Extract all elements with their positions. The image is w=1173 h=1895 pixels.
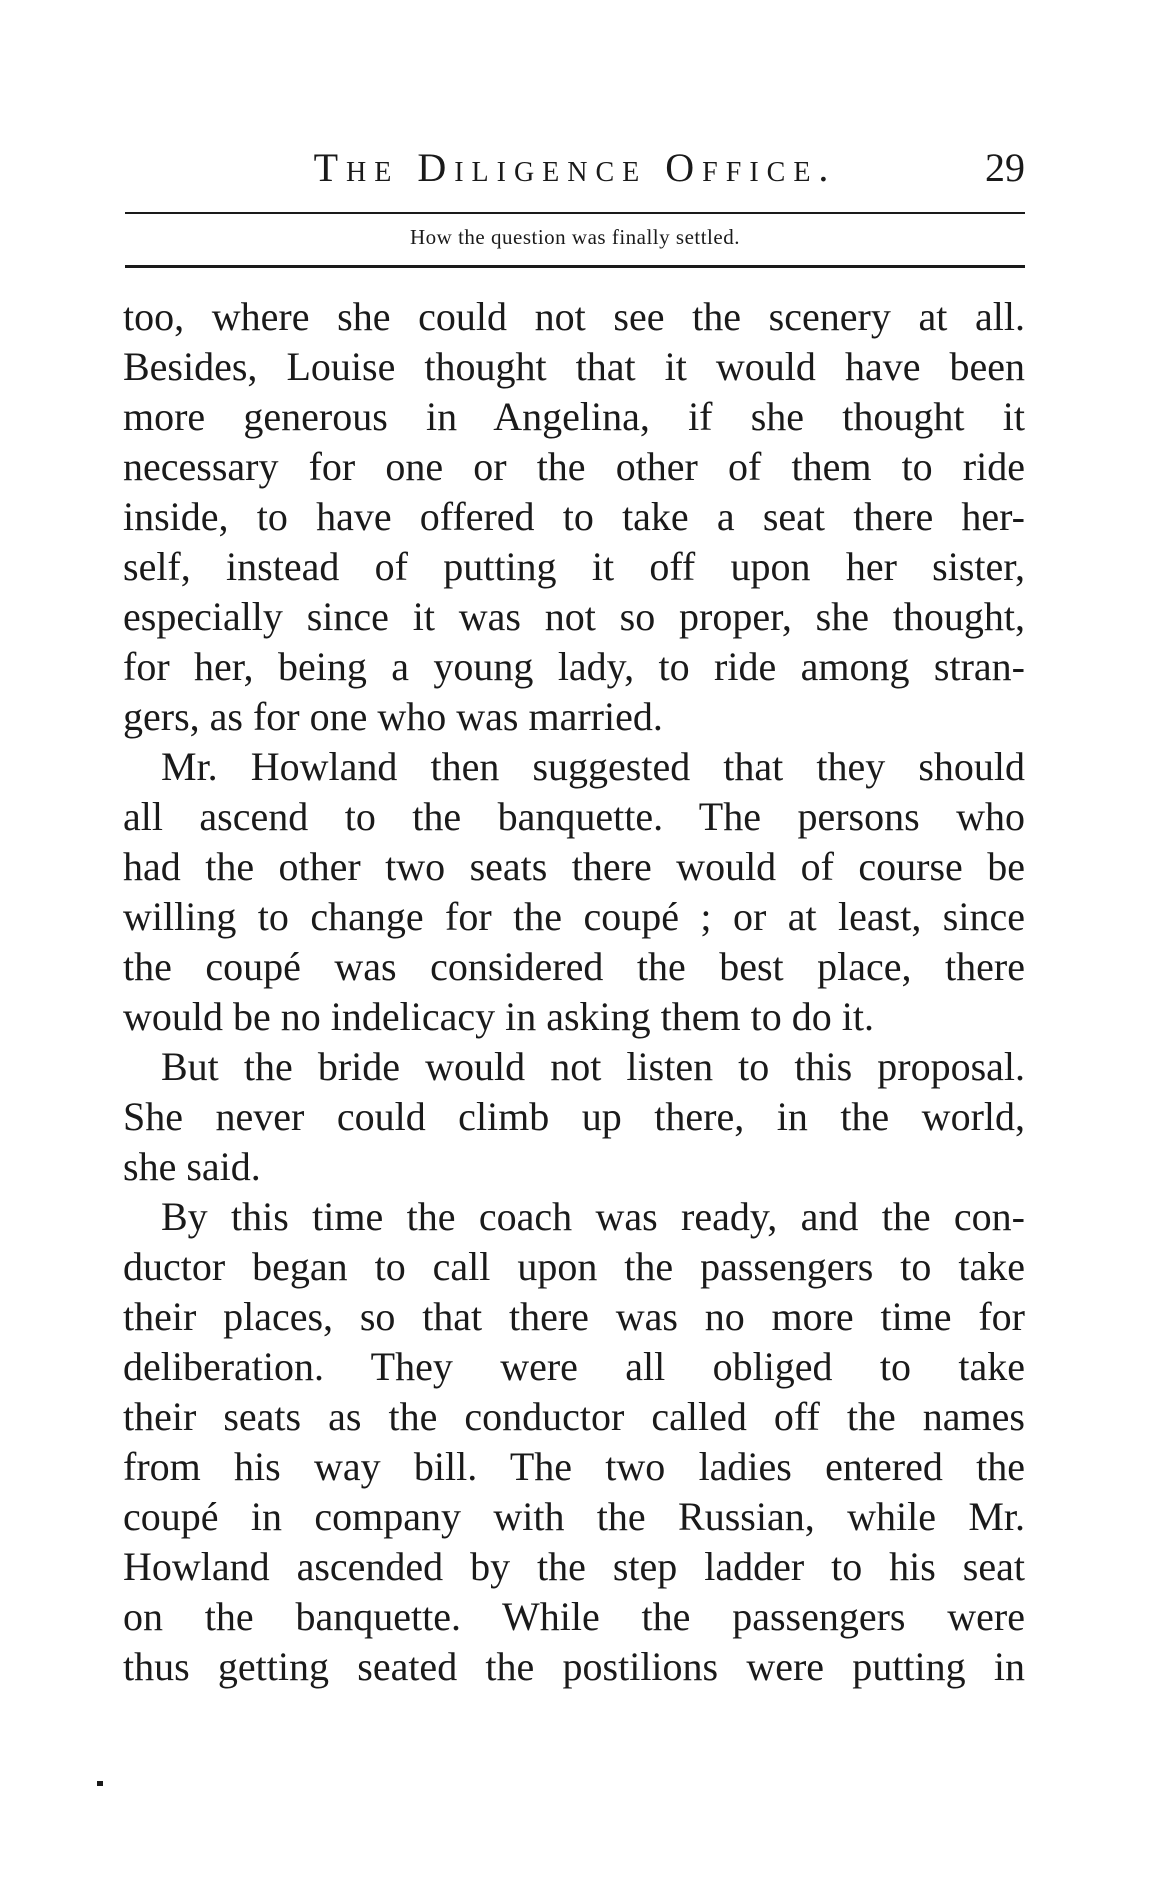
paragraph-start-line: Mr. Howland then suggested that they should <box>161 744 1025 789</box>
text-line: had the other two seats there would of course be <box>123 844 1025 889</box>
text-line: more generous in Angelina, if she thought it <box>123 394 1025 439</box>
text-line: all ascend to the banquette. The persons who <box>123 794 1025 839</box>
text-line: thus getting seated the postilions were putting in <box>123 1644 1025 1689</box>
text-line: self, instead of putting it off upon her sister, <box>123 544 1025 589</box>
text-line: would be no indelicacy in asking them to do it. <box>123 994 874 1039</box>
text-line: Howland ascended by the step ladder to his seat <box>123 1544 1025 1589</box>
paragraph-start-line: By this time the coach was ready, and the con- <box>161 1194 1025 1239</box>
header-rule-bottom <box>125 265 1025 268</box>
text-line: ductor began to call upon the passengers to take <box>123 1244 1025 1289</box>
running-header <box>125 140 1025 196</box>
chapter-title: The Diligence Office. <box>313 145 837 190</box>
text-line: from his way bill. The two ladies entered the <box>123 1444 1025 1489</box>
text-line: willing to change for the coupé ; or at least, since <box>123 894 1025 939</box>
text-line: the coupé was considered the best place, there <box>123 944 1025 989</box>
text-line: inside, to have offered to take a seat there her- <box>123 494 1025 539</box>
text-line: gers, as for one who was married. <box>123 694 663 739</box>
header-rule-top <box>125 212 1025 214</box>
section-subtitle: How the question was finally settled. <box>410 225 740 249</box>
text-line: on the banquette. While the passengers were <box>123 1594 1025 1639</box>
page-number: 29 <box>985 145 1025 190</box>
text-line: She never could climb up there, in the world, <box>123 1094 1025 1139</box>
text-line: deliberation. They were all obliged to take <box>123 1344 1025 1389</box>
paragraph-start-line: But the bride would not listen to this proposal. <box>161 1044 1025 1089</box>
text-line: Besides, Louise thought that it would have been <box>123 344 1025 389</box>
text-line: their places, so that there was no more time for <box>123 1294 1025 1339</box>
ink-speck <box>97 1781 103 1786</box>
text-line: coupé in company with the Russian, while Mr. <box>123 1494 1025 1539</box>
text-line: especially since it was not so proper, she thought, <box>123 594 1025 639</box>
text-line: for her, being a young lady, to ride among stran- <box>123 644 1025 689</box>
text-line: she said. <box>123 1144 261 1189</box>
text-line: too, where she could not see the scenery at all. <box>123 294 1025 339</box>
text-line: necessary for one or the other of them to ride <box>123 444 1025 489</box>
body-text <box>123 292 1025 1692</box>
text-line: their seats as the conductor called off the names <box>123 1394 1025 1439</box>
